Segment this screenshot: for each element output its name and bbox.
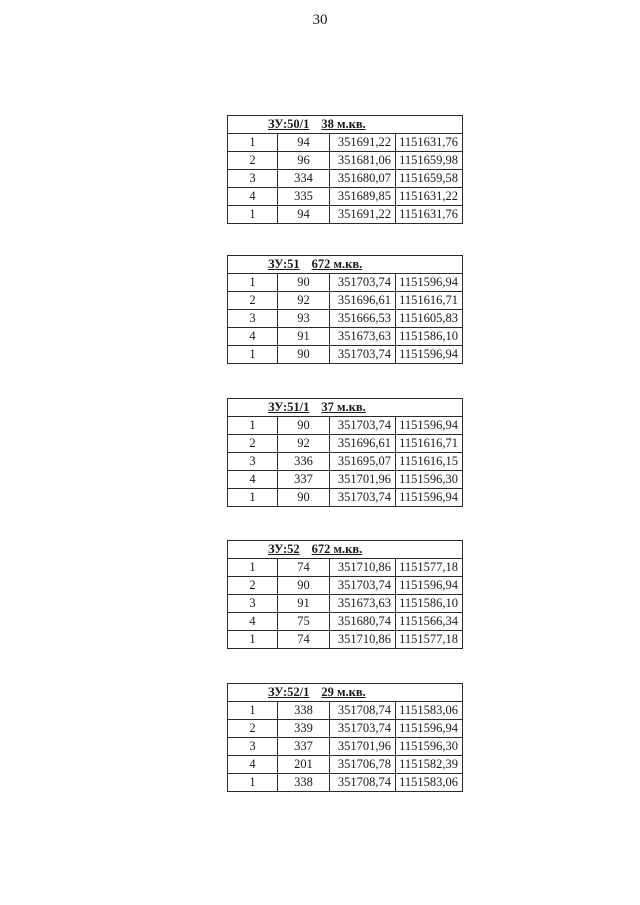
point-number: 74: [278, 631, 330, 649]
coord-y: 1151596,94: [396, 274, 463, 292]
table-row: [228, 346, 463, 364]
point-number: 337: [278, 471, 330, 489]
coord-x: 351691,22: [330, 134, 396, 152]
table-row: [228, 170, 463, 188]
coord-y: 1151659,58: [396, 170, 463, 188]
row-number: 1: [228, 774, 278, 792]
table-row: [228, 631, 463, 649]
coord-x: 351703,74: [330, 346, 396, 364]
parcel-header-row: [228, 684, 463, 702]
parcel-header: [228, 116, 463, 134]
parcel-area: 37 м.кв.: [321, 400, 366, 414]
table-row: [228, 453, 463, 471]
table-row: [228, 577, 463, 595]
coord-x: 351673,63: [330, 595, 396, 613]
table-row: [228, 188, 463, 206]
row-number: 1: [228, 346, 278, 364]
parcel-table: [227, 398, 463, 507]
point-number: 94: [278, 206, 330, 224]
coord-y: 1151583,06: [396, 702, 463, 720]
coord-y: 1151616,15: [396, 453, 463, 471]
parcel-header-row: [228, 541, 463, 559]
row-number: 2: [228, 435, 278, 453]
table-row: [228, 328, 463, 346]
table-row: [228, 274, 463, 292]
coord-x: 351689,85: [330, 188, 396, 206]
row-number: 3: [228, 595, 278, 613]
row-number: 1: [228, 559, 278, 577]
point-number: 337: [278, 738, 330, 756]
table-row: [228, 310, 463, 328]
parcel-name: ЗУ:50/1: [268, 117, 310, 131]
table-row: [228, 206, 463, 224]
table-row: [228, 702, 463, 720]
parcel-table: [227, 540, 463, 649]
point-number: 90: [278, 417, 330, 435]
row-number: 3: [228, 738, 278, 756]
coord-x: 351708,74: [330, 774, 396, 792]
table-row: [228, 435, 463, 453]
row-number: 1: [228, 702, 278, 720]
row-number: 4: [228, 756, 278, 774]
parcel-header: [228, 399, 463, 417]
row-number: 2: [228, 577, 278, 595]
parcel-name: ЗУ:51: [268, 257, 300, 271]
point-number: 334: [278, 170, 330, 188]
coord-y: 1151605,83: [396, 310, 463, 328]
coord-y: 1151577,18: [396, 559, 463, 577]
table-row: [228, 559, 463, 577]
coord-x: 351680,07: [330, 170, 396, 188]
point-number: 92: [278, 292, 330, 310]
parcel-header-row: [228, 116, 463, 134]
table-row: [228, 738, 463, 756]
parcel-header: [228, 684, 463, 702]
coord-x: 351710,86: [330, 631, 396, 649]
coord-x: 351703,74: [330, 417, 396, 435]
table-row: [228, 471, 463, 489]
parcel-name: ЗУ:51/1: [268, 400, 310, 414]
coord-x: 351680,74: [330, 613, 396, 631]
row-number: 1: [228, 489, 278, 507]
row-number: 3: [228, 310, 278, 328]
row-number: 1: [228, 134, 278, 152]
coord-y: 1151582,39: [396, 756, 463, 774]
page-number: 30: [312, 12, 328, 28]
row-number: 2: [228, 720, 278, 738]
coord-y: 1151631,76: [396, 134, 463, 152]
coord-y: 1151596,94: [396, 489, 463, 507]
row-number: 1: [228, 274, 278, 292]
row-number: 3: [228, 170, 278, 188]
point-number: 90: [278, 346, 330, 364]
parcel-area: 672 м.кв.: [311, 542, 363, 556]
coord-y: 1151586,10: [396, 328, 463, 346]
row-number: 4: [228, 328, 278, 346]
point-number: 91: [278, 595, 330, 613]
point-number: 91: [278, 328, 330, 346]
parcel-name: ЗУ:52: [268, 542, 300, 556]
coord-x: 351706,78: [330, 756, 396, 774]
row-number: 1: [228, 631, 278, 649]
coord-x: 351673,63: [330, 328, 396, 346]
row-number: 2: [228, 292, 278, 310]
point-number: 335: [278, 188, 330, 206]
parcel-area: 38 м.кв.: [321, 117, 366, 131]
table-row: [228, 613, 463, 631]
coord-y: 1151596,30: [396, 738, 463, 756]
coord-y: 1151596,94: [396, 577, 463, 595]
parcel-area: 29 м.кв.: [321, 685, 366, 699]
coord-x: 351703,74: [330, 489, 396, 507]
coord-y: 1151566,34: [396, 613, 463, 631]
coord-x: 351703,74: [330, 720, 396, 738]
parcel-table: [227, 115, 463, 224]
parcel-table: [227, 255, 463, 364]
coord-y: 1151596,94: [396, 346, 463, 364]
row-number: 1: [228, 417, 278, 435]
coord-x: 351666,53: [330, 310, 396, 328]
row-number: 2: [228, 152, 278, 170]
coord-y: 1151631,22: [396, 188, 463, 206]
coord-y: 1151596,94: [396, 417, 463, 435]
point-number: 90: [278, 274, 330, 292]
table-row: [228, 756, 463, 774]
point-number: 90: [278, 489, 330, 507]
point-number: 96: [278, 152, 330, 170]
table-row: [228, 134, 463, 152]
row-number: 3: [228, 453, 278, 471]
coord-x: 351703,74: [330, 577, 396, 595]
coord-y: 1151616,71: [396, 435, 463, 453]
point-number: 94: [278, 134, 330, 152]
row-number: 4: [228, 188, 278, 206]
coord-x: 351696,61: [330, 435, 396, 453]
coord-x: 351701,96: [330, 471, 396, 489]
coord-y: 1151631,76: [396, 206, 463, 224]
table-row: [228, 152, 463, 170]
row-number: 1: [228, 206, 278, 224]
row-number: 4: [228, 613, 278, 631]
point-number: 75: [278, 613, 330, 631]
point-number: 338: [278, 774, 330, 792]
parcel-table: [227, 683, 463, 792]
coord-y: 1151577,18: [396, 631, 463, 649]
coord-x: 351710,86: [330, 559, 396, 577]
point-number: 90: [278, 577, 330, 595]
coord-x: 351691,22: [330, 206, 396, 224]
parcel-name: ЗУ:52/1: [268, 685, 310, 699]
coord-y: 1151659,98: [396, 152, 463, 170]
table-row: [228, 489, 463, 507]
coord-y: 1151596,94: [396, 720, 463, 738]
parcel-header-row: [228, 399, 463, 417]
point-number: 338: [278, 702, 330, 720]
coord-x: 351701,96: [330, 738, 396, 756]
coord-x: 351696,61: [330, 292, 396, 310]
table-row: [228, 774, 463, 792]
row-number: 4: [228, 471, 278, 489]
point-number: 74: [278, 559, 330, 577]
coord-y: 1151583,06: [396, 774, 463, 792]
table-row: [228, 720, 463, 738]
table-row: [228, 417, 463, 435]
point-number: 93: [278, 310, 330, 328]
coord-x: 351681,06: [330, 152, 396, 170]
coord-y: 1151616,71: [396, 292, 463, 310]
point-number: 201: [278, 756, 330, 774]
coord-y: 1151596,30: [396, 471, 463, 489]
coord-y: 1151586,10: [396, 595, 463, 613]
point-number: 336: [278, 453, 330, 471]
parcel-area: 672 м.кв.: [311, 257, 363, 271]
coord-x: 351708,74: [330, 702, 396, 720]
parcel-header: [228, 256, 463, 274]
parcel-header: [228, 541, 463, 559]
table-row: [228, 292, 463, 310]
coord-x: 351703,74: [330, 274, 396, 292]
table-row: [228, 595, 463, 613]
coord-x: 351695,07: [330, 453, 396, 471]
point-number: 92: [278, 435, 330, 453]
parcel-header-row: [228, 256, 463, 274]
point-number: 339: [278, 720, 330, 738]
